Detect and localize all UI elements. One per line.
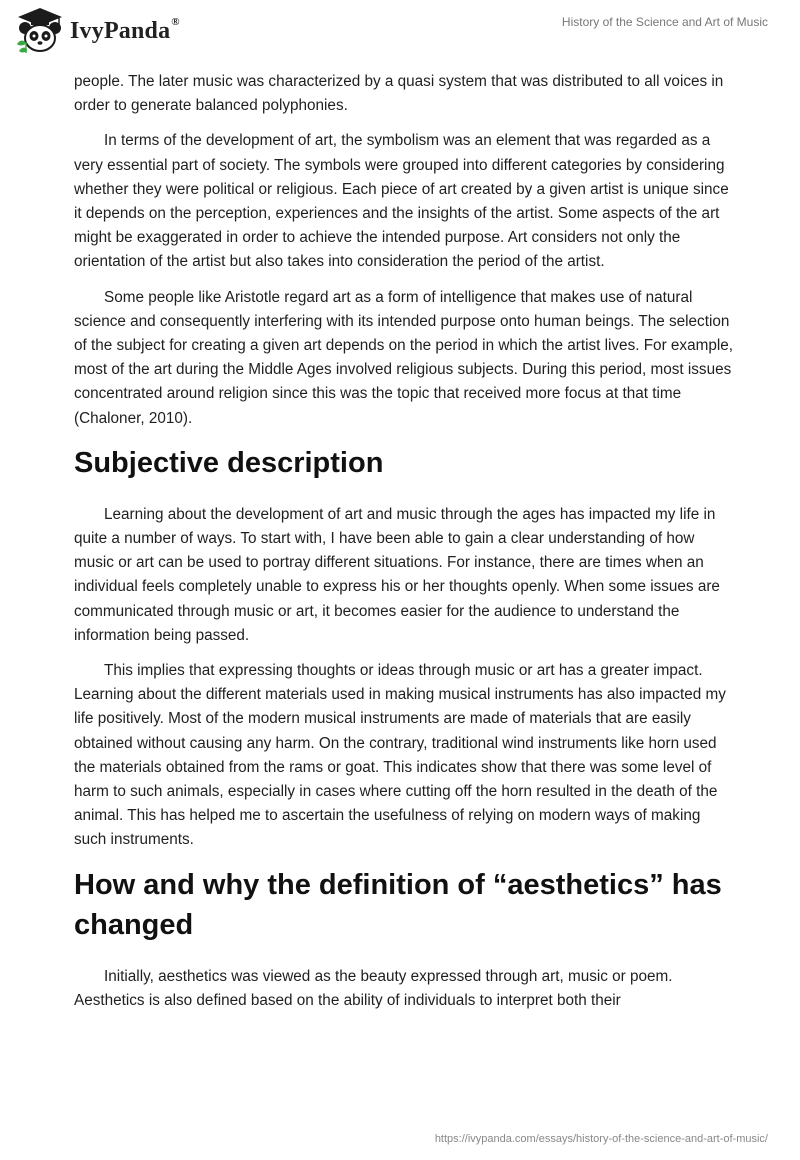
paragraph: Some people like Aristotle regard art as a form of intelligence that makes use of natural science and consequently interfering with its intended purpose onto human beings. The selection of the subject for creating a given art depends on the period in which the artist lives. For example, most of the art during the Middle Ages involved religious subjects. During this period, most issues concentrated around religion since this was the topic that received more focus at that time (Chaloner, 2010). xyxy=(74,288,733,427)
brand-name: IvyPanda® xyxy=(70,15,180,44)
paragraph: Initially, aesthetics was viewed as the beauty expressed through art, music or poem. Aesthetics is also defined based on the ability of individuals to interpret both their xyxy=(74,967,673,1009)
section-heading: How and why the definition of “aesthetics” has changed xyxy=(74,868,722,941)
essay-title: History of the Science and Art of Music xyxy=(561,15,768,29)
paragraph: This implies that expressing thoughts or ideas through music or art has a greater impact. Learning about the different materials used in making musical instruments has also impacted my life positively. Most of the modern musical instruments are made of materials that are easily obtained without causing any harm. On the contrary, traditional wind instruments like horn used the materials obtained from the rams or goat. This indicates show that there was some level of harm to such animals, especially in cases where cutting off the horn resulted in the death of the animal. This has helped me to ascertain the usefulness of relying on modern ways of making such instruments. xyxy=(74,662,726,849)
section-heading: Subjective description xyxy=(74,446,384,479)
paragraph: In terms of the development of art, the symbolism was an element that was regarded as a very essential part of society. The symbols were grouped into different categories by considering whether they were political or religious. Each piece of art created by a given artist is unique since it depends on the perception, experiences and the insights of the artist. Some aspects of the art might be exaggerated in order to achieve the intended purpose. Art considers not only the orientation of the artist but also takes into consideration the period of the artist. xyxy=(74,132,729,271)
panda-logo-icon xyxy=(14,6,66,56)
page-header xyxy=(0,0,800,62)
ivypanda-logo[interactable] xyxy=(14,6,180,56)
trademark-symbol: ® xyxy=(171,15,180,28)
paragraph: Learning about the development of art and music through the ages has impacted my life in quite a number of ways. To start with, I have been able to gain a clear understanding of how music or art can be used to portray different situations. For instance, there are times when an individual feels completely unable to express his or her thoughts openly. When some issues are communicated through music or art, it becomes easier for the audience to understand the information being passed. xyxy=(74,505,720,644)
paragraph: people. The later music was characterized by a quasi system that was distributed to all voices in order to generate balanced polyphonies. xyxy=(74,73,724,115)
source-url[interactable]: https://ivypanda.com/essays/history-of-the-science-and-art-of-music/ xyxy=(434,1133,768,1145)
essay-content xyxy=(74,70,734,1024)
